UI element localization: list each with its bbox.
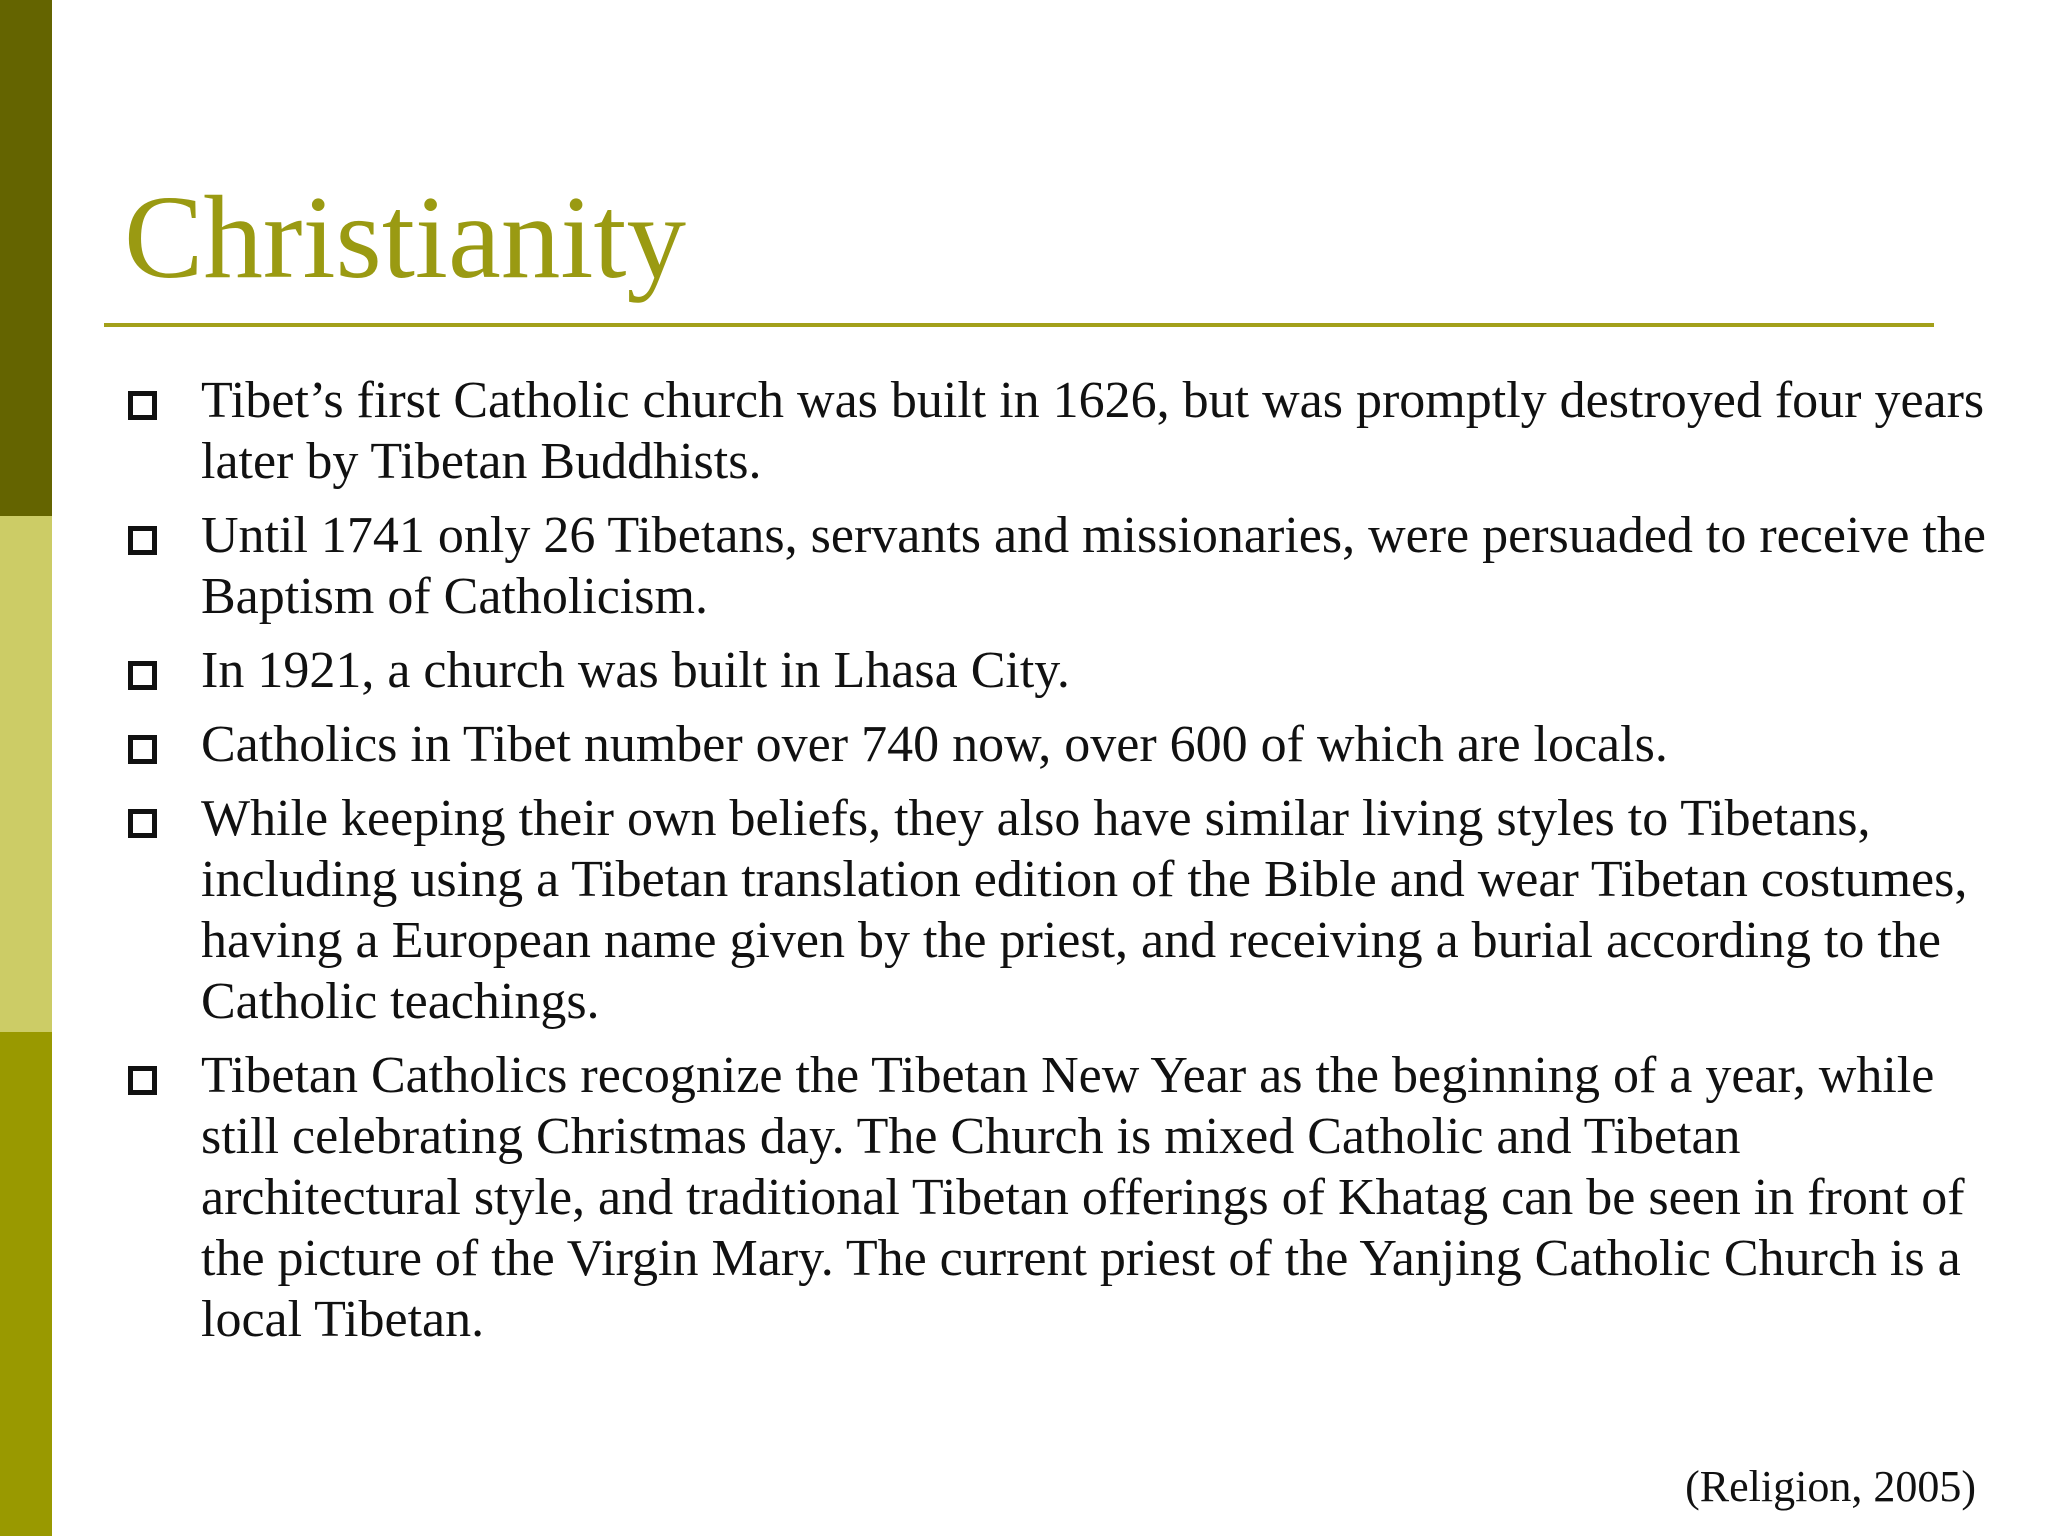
bullet-text: Tibetan Catholics recognize the Tibetan New Year as the beginning of a year, while still celebrating Christmas day. The Church is mixed Catholic and Tibetan architectural style, and traditional Tibetan offerings of Khatag can be seen in front of the picture of the Virgin Mary. The current priest of the Yanjing Catholic Church is a local Tibetan. <box>201 1047 1965 1348</box>
bullet-item <box>0 640 2048 701</box>
hollow-square-bullet-icon <box>128 391 157 420</box>
bullet-text: Until 1741 only 26 Tibetans, servants and missionaries, were persuaded to receive the Baptism of Catholicism. <box>201 507 1986 625</box>
hollow-square-bullet-icon <box>128 661 157 690</box>
bullet-text: In 1921, a church was built in Lhasa City. <box>201 642 1070 699</box>
bullet-text: Catholics in Tibet number over 740 now, over 600 of which are locals. <box>201 716 1668 773</box>
hollow-square-bullet-icon <box>128 809 157 838</box>
hollow-square-bullet-icon <box>128 526 157 555</box>
hollow-square-bullet-icon <box>128 1066 157 1095</box>
bullet-item <box>0 788 2048 1032</box>
bullet-item <box>0 714 2048 775</box>
bullet-item <box>0 370 2048 492</box>
bullet-text: While keeping their own beliefs, they also have similar living styles to Tibetans, including using a Tibetan translation edition of the Bible and wear Tibetan costumes, having a European name given by the priest, and receiving a burial according to the Catholic teachings. <box>201 790 1968 1030</box>
citation: (Religion, 2005) <box>1685 1462 1976 1511</box>
bullet-list <box>0 370 2048 1363</box>
bullet-text: Tibet’s first Catholic church was built in 1626, but was promptly destroyed four years later by Tibetan Buddhists. <box>201 372 1985 490</box>
bullet-item <box>0 1045 2048 1350</box>
title-underline-rule <box>104 323 1934 327</box>
slide-title: Christianity <box>124 171 686 303</box>
bullet-item <box>0 505 2048 627</box>
hollow-square-bullet-icon <box>128 735 157 764</box>
